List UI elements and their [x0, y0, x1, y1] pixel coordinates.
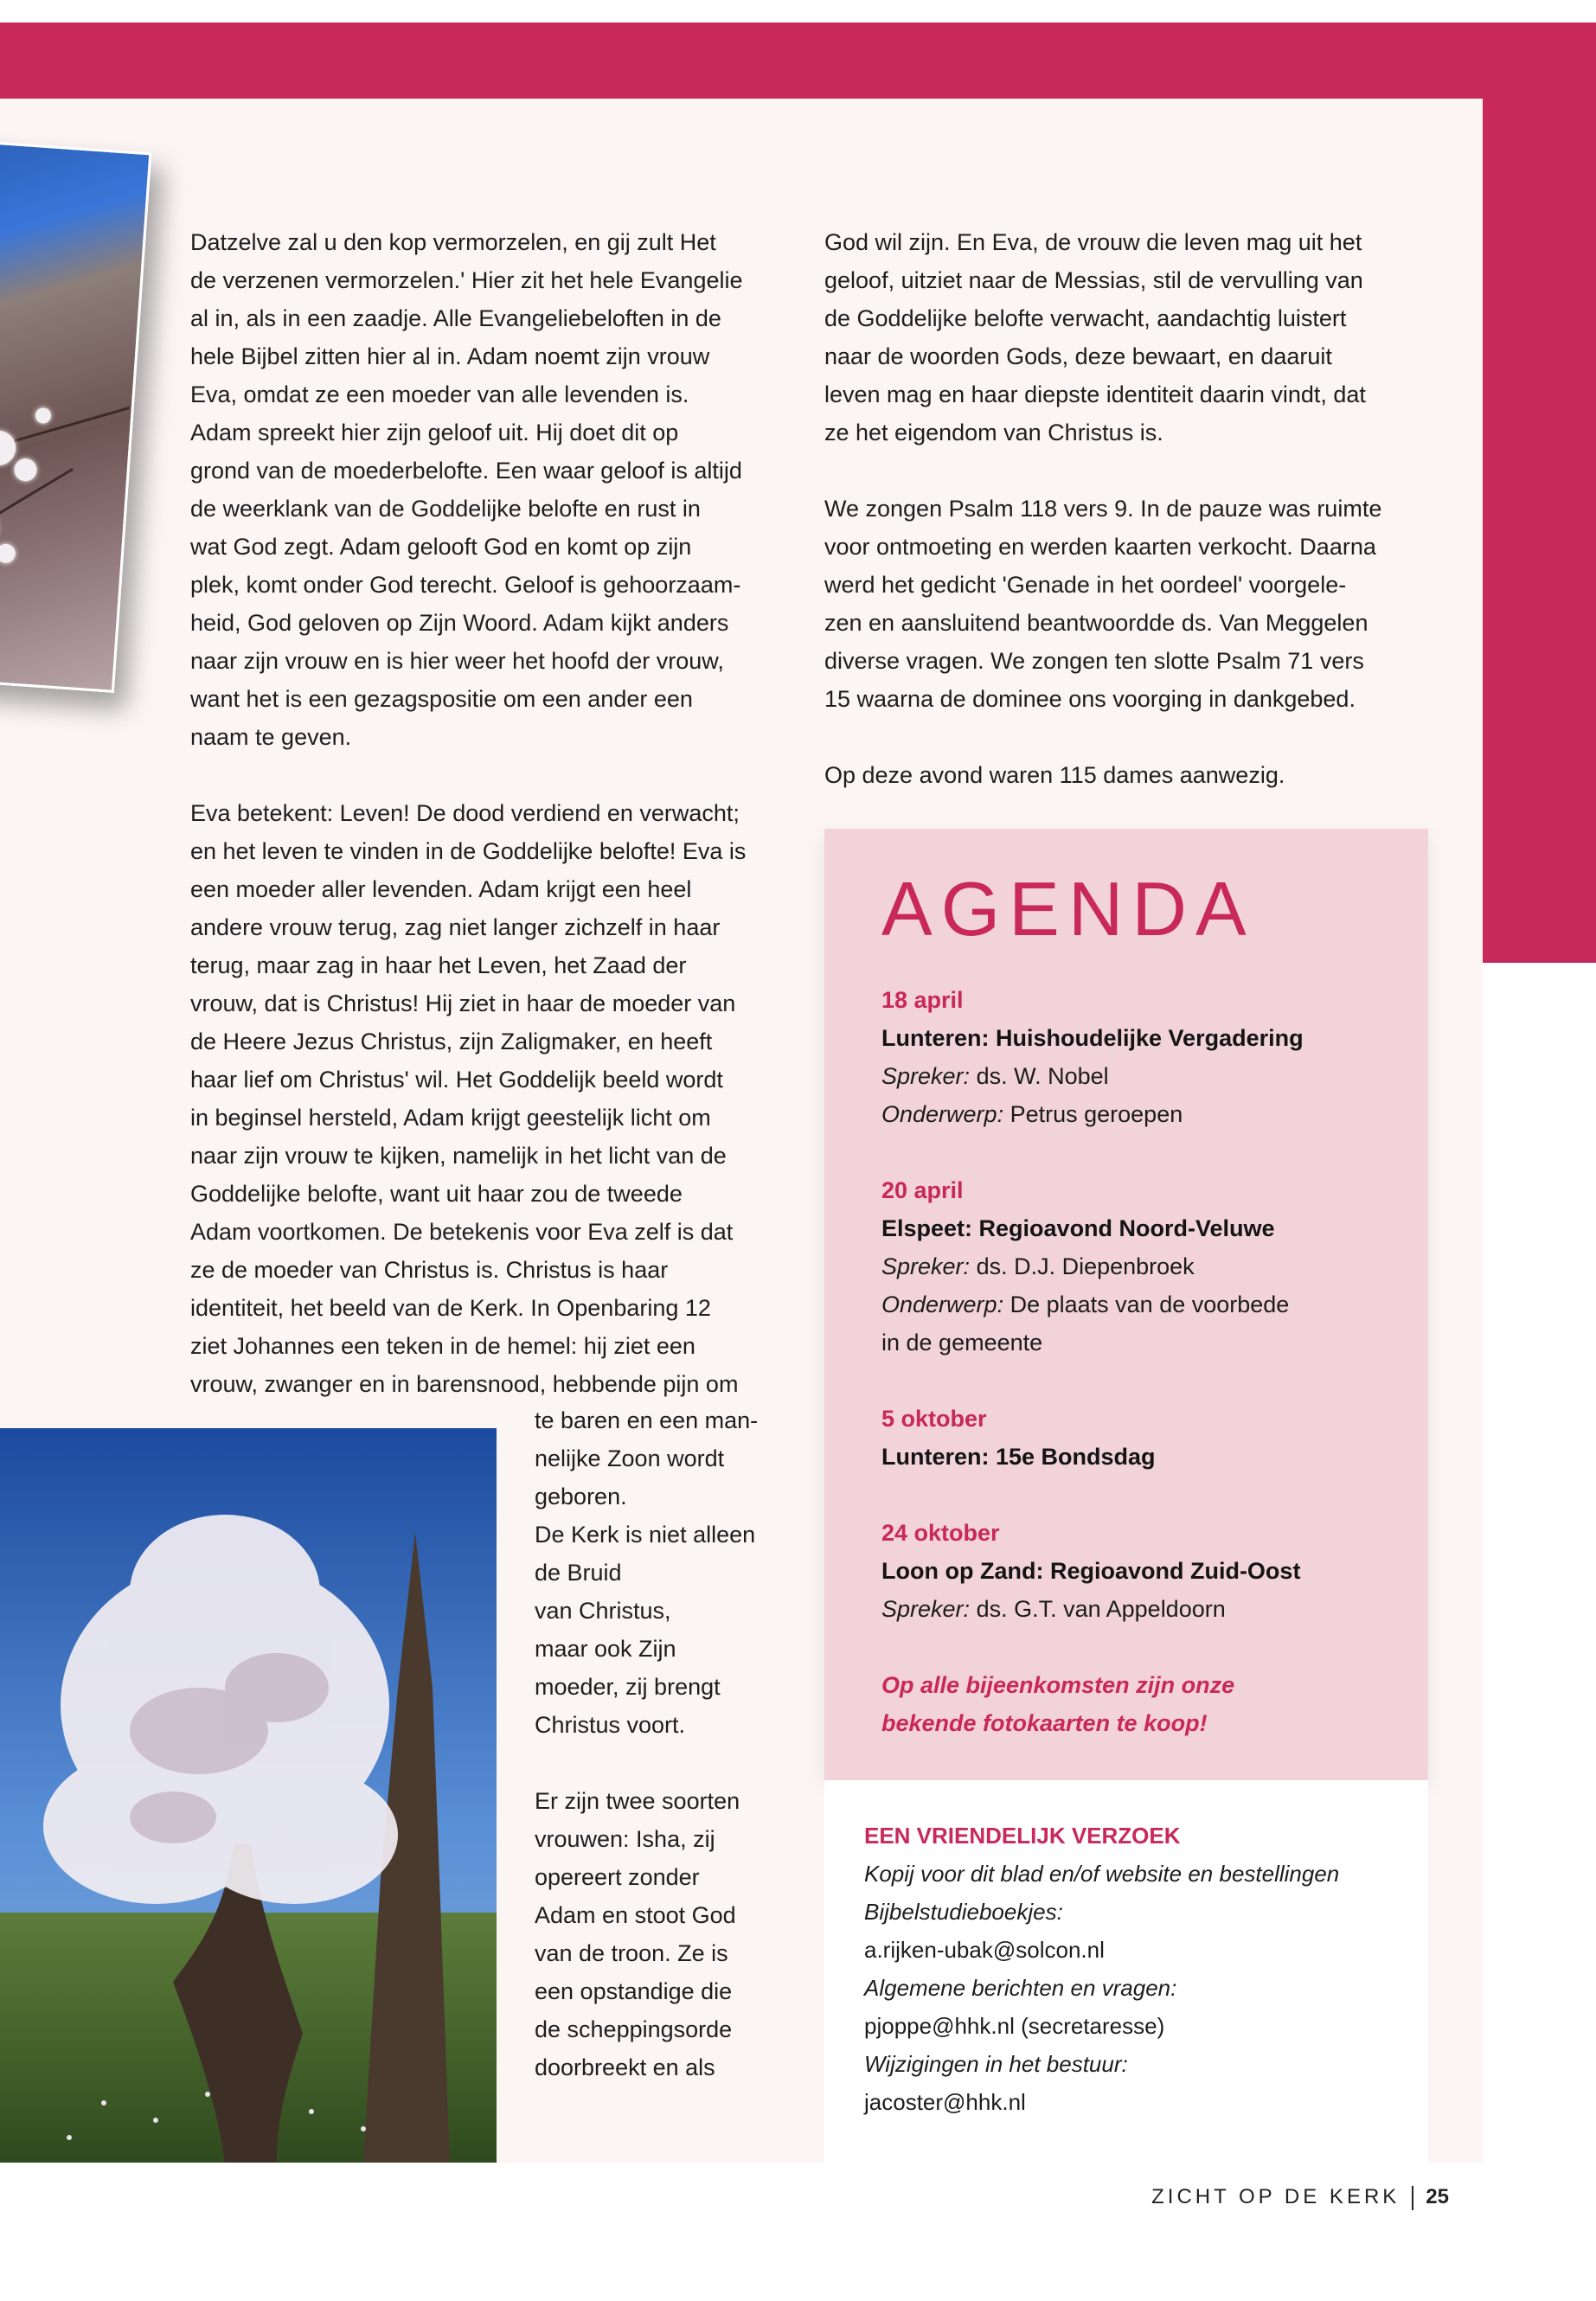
text-line [824, 718, 1413, 756]
email-link[interactable]: a.rijken-ubak@solcon.nl [864, 1937, 1105, 1963]
text-line: de scheppingsorde [535, 2016, 733, 2042]
text-line: voor ontmoeting en werden kaarten verkocht. Daarna [824, 534, 1376, 560]
text-line: naar zijn vrouw en is hier weer het hoofd der vrouw, [190, 648, 724, 674]
text-line: haar lief om Christus' wil. Het Goddelijk beeld wordt [190, 1067, 723, 1093]
agenda-speaker: Spreker: ds. W. Nobel [881, 1063, 1109, 1089]
text-line: Christus voort. [535, 1712, 686, 1738]
text-line: Eva betekent: Leven! De dood verdiend en verwacht; [190, 800, 740, 826]
text-line: de Bruid [535, 1560, 622, 1586]
text-line: maar ook Zijn [535, 1636, 676, 1662]
agenda-title: AGENDA [881, 866, 1255, 952]
text-line: van de troon. Ze is [535, 1940, 728, 1966]
agenda-subject: Onderwerp: De plaats van de voorbede [881, 1292, 1290, 1317]
text-line: zen en aansluitend beantwoordde ds. Van Meggelen [824, 610, 1368, 636]
agenda-subject: Onderwerp: Petrus geroepen [881, 1101, 1183, 1127]
magazine-name: ZICHT OP DE KERK [1151, 2185, 1401, 2208]
text-line: God wil zijn. En Eva, de vrouw die leven mag uit het [824, 229, 1362, 255]
text-line: Adam voortkomen. De betekenis voor Eva zelf is dat [190, 1219, 734, 1245]
text-line: De Kerk is niet alleen [535, 1522, 756, 1548]
text-line: leven mag en haar diepste identiteit daarin vindt, dat [824, 381, 1366, 407]
text-line: want het is een gezagspositie om een ander een [190, 686, 693, 712]
text-line: van Christus, [535, 1598, 671, 1624]
text-line: terug, maar zag in haar het Leven, het Zaad der [190, 952, 687, 978]
text-line: een opstandige die [535, 1978, 733, 2004]
text-line: heid, God geloven op Zijn Woord. Adam kijkt anders [190, 610, 729, 636]
page-number: 25 [1426, 2185, 1449, 2208]
agenda-note: Op alle bijeenkomsten zijn onze bekende fotokaarten te koop! [881, 1672, 1235, 1736]
agenda-date: 18 april [881, 987, 964, 1013]
agenda-list [881, 981, 1401, 1742]
text-line: ze het eigendom van Christus is. [824, 420, 1163, 445]
agenda-item [881, 1171, 1401, 1362]
agenda-box [824, 829, 1428, 1780]
text-line: geloof, uitziet naar de Messias, stil de vervulling van [824, 267, 1363, 293]
text-line: naar de woorden Gods, deze bewaart, en daaruit [824, 343, 1332, 369]
text-line: Goddelijke belofte, want uit haar zou de tweede [190, 1181, 683, 1207]
agenda-subject-cont: in de gemeente [881, 1330, 1043, 1356]
text-line: te baren en een man- [535, 1407, 759, 1433]
top-accent-band [0, 22, 1596, 99]
request-box [824, 1780, 1428, 2163]
text-line: geboren. [535, 1484, 627, 1509]
text-line: een moeder aller levenden. Adam krijgt een heel [190, 876, 692, 902]
text-line: vrouw, dat is Christus! Hij ziet in haar de moeder van [190, 990, 736, 1016]
text-line: de verzenen vermorzelen.' Hier zit het hele Evangelie [190, 267, 743, 293]
agenda-item [881, 1514, 1401, 1628]
text-line: Adam en stoot God [535, 1902, 736, 1928]
magnolia-tree-photo [0, 1428, 497, 2163]
agenda-event: Loon op Zand: Regioavond Zuid-Oost [881, 1558, 1301, 1584]
agenda-date: 5 oktober [881, 1406, 987, 1432]
article-column-left-wrap [535, 1401, 777, 2086]
text-line: ze de moeder van Christus is. Christus is haar [190, 1257, 669, 1283]
text-line: moeder, zij brengt [535, 1674, 721, 1700]
text-line: de Goddelijke belofte verwacht, aandachtig luistert [824, 305, 1347, 331]
email-link[interactable]: jacoster@hhk.nl [864, 2089, 1026, 2115]
text-line: naam te geven. [190, 724, 352, 750]
text-line: Er zijn twee soorten [535, 1788, 740, 1814]
request-text: Kopij voor dit blad en/of website en bestellingen [864, 1861, 1340, 1887]
text-line: naar zijn vrouw te kijken, namelijk in het licht van de [190, 1143, 727, 1169]
request-text: Wijzigingen in het bestuur: [864, 2051, 1128, 2077]
agenda-event: Elspeet: Regioavond Noord-Veluwe [881, 1215, 1275, 1241]
text-line: 15 waarna de dominee ons voorging in dankgebed. [824, 686, 1356, 712]
text-line: andere vrouw terug, zag niet langer zichzelf in haar [190, 914, 721, 940]
text-line: Adam spreekt hier zijn geloof uit. Hij doet dit op [190, 420, 679, 445]
text-line: diverse vragen. We zongen ten slotte Psalm 71 vers [824, 648, 1364, 674]
request-text: Bijbelstudieboekjes: [864, 1899, 1063, 1925]
agenda-event: Lunteren: Huishoudelijke Vergadering [881, 1025, 1304, 1051]
agenda-speaker: Spreker: ds. D.J. Diepenbroek [881, 1253, 1195, 1279]
agenda-item [881, 981, 1401, 1133]
text-line: in beginsel hersteld, Adam krijgt geestelijk licht om [190, 1105, 711, 1131]
text-line: en het leven te vinden in de Goddelijke belofte! Eva is [190, 838, 747, 864]
request-title: EEN VRIENDELIJK VERZOEK [864, 1823, 1181, 1849]
text-line: Eva, omdat ze een moeder van alle levenden is. [190, 381, 689, 407]
text-line [535, 1744, 777, 1782]
article-column-left [190, 223, 779, 1403]
text-line: de Heere Jezus Christus, zijn Zaligmaker, en heeft [190, 1029, 713, 1054]
agenda-speaker: Spreker: ds. G.T. van Appeldoorn [881, 1596, 1226, 1622]
text-line: identiteit, het beeld van de Kerk. In Openbaring 12 [190, 1295, 711, 1321]
footer-divider [1412, 2186, 1413, 2210]
page-footer [1151, 2185, 1449, 2210]
text-line: wat God zegt. Adam gelooft God en komt op zijn [190, 534, 692, 560]
text-line: Op deze avond waren 115 dames aanwezig. [824, 762, 1285, 788]
agenda-date: 20 april [881, 1177, 964, 1203]
agenda-item [881, 1400, 1401, 1476]
request-text: Algemene berichten en vragen: [864, 1975, 1177, 2001]
text-line: plek, komt onder God terecht. Geloof is gehoorzaam- [190, 572, 741, 598]
text-line: nelijke Zoon wordt [535, 1445, 725, 1471]
text-line: We zongen Psalm 118 vers 9. In de pauze was ruimte [824, 496, 1382, 522]
agenda-date: 24 oktober [881, 1520, 1000, 1546]
article-column-right [824, 223, 1413, 794]
text-line [824, 452, 1413, 490]
text-line: de weerklank van de Goddelijke belofte en rust in [190, 496, 701, 522]
text-line: opereert zonder [535, 1864, 700, 1890]
text-line: doorbreekt en als [535, 2054, 715, 2080]
text-line: vrouw, zwanger en in barensnood, hebbende pijn om [190, 1371, 739, 1397]
text-line: ziet Johannes een teken in de hemel: hij ziet een [190, 1333, 695, 1359]
text-line: hele Bijbel zitten hier al in. Adam noemt zijn vrouw [190, 343, 710, 369]
agenda-event: Lunteren: 15e Bondsdag [881, 1444, 1156, 1470]
email-link[interactable]: pjoppe@hhk.nl (secretaresse) [864, 2013, 1165, 2039]
text-line: al in, als in een zaadje. Alle Evangeliebeloften in de [190, 305, 721, 331]
text-line: Datzelve zal u den kop vermorzelen, en gij zult Het [190, 229, 716, 255]
text-line: grond van de moederbelofte. Een waar geloof is altijd [190, 458, 742, 484]
text-line: werd het gedicht 'Genade in het oordeel' voorgele- [824, 572, 1347, 598]
text-line [190, 756, 779, 794]
text-line: vrouwen: Isha, zij [535, 1826, 715, 1852]
right-accent-band [1483, 22, 1596, 963]
